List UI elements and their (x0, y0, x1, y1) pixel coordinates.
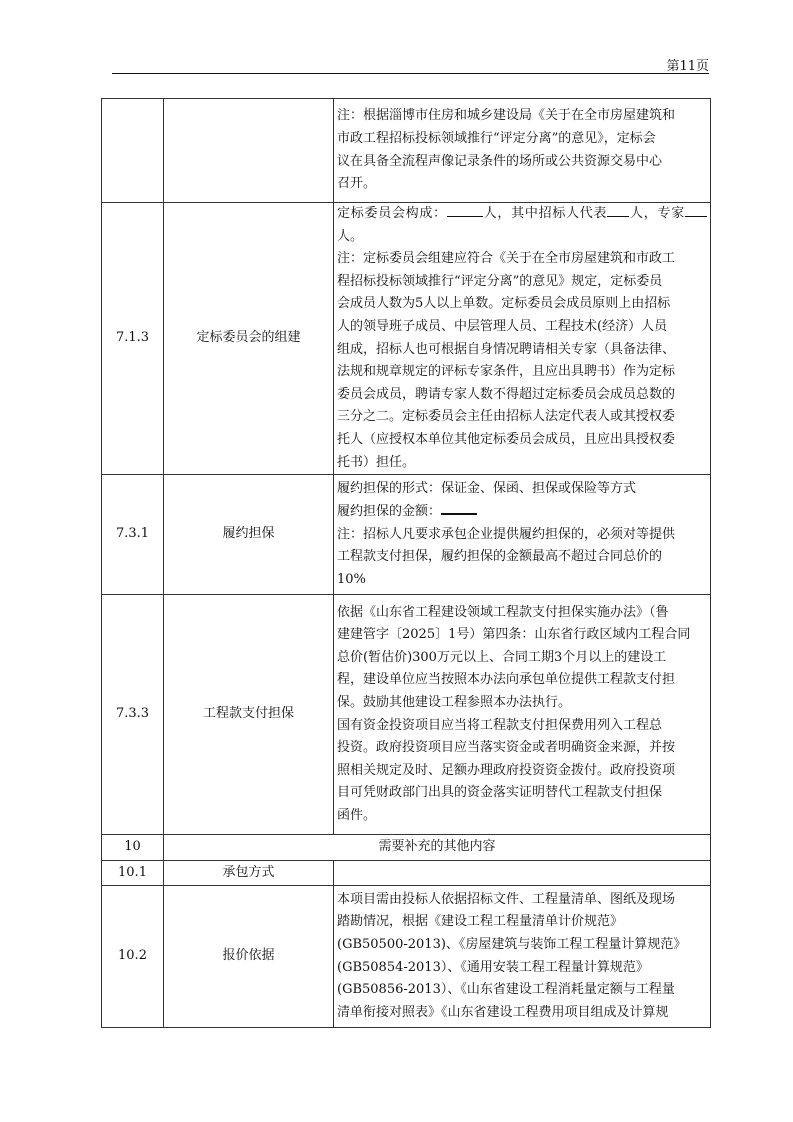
content-line: 注：根据淄博市住房和城乡建设局《关于在全市房屋建筑和 (337, 108, 676, 124)
row-title: 承包方式 (164, 861, 334, 886)
content-line: 托书）担任。 (337, 454, 416, 470)
content-line: (GB50854-2013）、《通用安装工程工程量计算规范》 (337, 959, 649, 975)
amount-label: 履约担保的金额： (337, 504, 442, 520)
row-content (334, 886, 711, 1028)
row-number: 7.1.3 (102, 203, 164, 475)
table-row (102, 886, 711, 1028)
composition-text: 人，其中招标人代表 (482, 206, 608, 221)
content-line: (GB50500-2013)、《房屋建筑与装饰工程工程量计算规范》 (337, 937, 687, 953)
content-line: 人的领导班子成员、中层管理人员、工程技术(经济）人员 (337, 318, 668, 334)
content-line: 建建管字〔2025〕1号）第四条：山东省行政区域内工程合同 (337, 627, 691, 643)
content-line: 托人（应授权本单位其他定标委员会成员，且应出具授权委 (337, 431, 676, 447)
row-content (334, 203, 711, 475)
blank-total-field (447, 203, 483, 217)
content-line: 程，建设单位应当按照本办法向承包单位提供工程款支付担 (337, 672, 676, 688)
content-line: 函件。 (337, 808, 377, 823)
row-title: 工程款支付担保 (164, 595, 334, 835)
composition-label: 定标委员会构成： (337, 206, 447, 221)
table-row (102, 203, 711, 475)
content-line: 工程款支付担保，履约担保的金额最高不超过合同总价的 (337, 549, 663, 565)
content-line: 会成员人数为5人以上单数。定标委员会成员原则上由招标 (337, 296, 671, 312)
content-line: 程招标投标领域推行“评定分离”的意见》规定，定标委员 (337, 273, 663, 289)
bid-data-table (101, 98, 711, 1028)
content-line: 10% (337, 572, 366, 588)
row-content (334, 595, 711, 835)
content-line: 注：定标委员会组建应符合《关于在全市房屋建筑和市政工 (337, 251, 676, 267)
row-content (334, 475, 711, 595)
row-title: 定标委员会的组建 (164, 203, 334, 475)
row-content (334, 99, 711, 203)
blank-amount-field (441, 500, 477, 515)
blank-representative-field (607, 203, 629, 217)
content-line: 保。鼓励其他建设工程参照本办法执行。 (337, 695, 572, 711)
content-line: 三分之二。定标委员会主任由招标人法定代表人或其授权委 (337, 409, 676, 425)
content-line: 议在具备全流程声像记录条件的场所或公共资源交易中心 (337, 153, 663, 169)
row-title (164, 99, 334, 203)
row-number: 10 (102, 835, 164, 861)
content-line: 目可凭财政部门出具的资金落实证明替代工程款支付担保 (337, 785, 663, 801)
content-line: 照相关规定及时、足额办理政府投资资金拨付。政府投资项 (337, 762, 676, 778)
content-line: 国有资金投资项目应当将工程款支付担保费用列入工程总 (337, 717, 663, 733)
row-number: 7.3.1 (102, 475, 164, 595)
row-number: 10.2 (102, 886, 164, 1028)
page-number: 第11页 (666, 59, 709, 74)
row-number: 7.3.3 (102, 595, 164, 835)
content-line: 注：招标人凡要求承包企业提供履约担保的，必须对等提供 (337, 526, 676, 542)
content-line: 依据《山东省工程建设领域工程款支付担保实施办法》（鲁 (337, 604, 669, 620)
table-row (102, 861, 711, 886)
content-line: 召开。 (337, 176, 377, 192)
content-line: 本项目需由投标人依据招标文件、工程量清单、图纸及现场 (337, 891, 676, 907)
composition-text: 人，专家 (629, 206, 685, 221)
content-line: 委员会成员，聘请专家人数不得超过定标委员会成员总数的 (337, 386, 676, 402)
section-heading: 需要补充的其他内容 (164, 835, 711, 861)
header-rule (112, 73, 709, 74)
table-row (102, 835, 711, 861)
content-line: 组成，招标人也可根据自身情况聘请相关专家（具备法律、 (337, 341, 676, 357)
content-line: 踏勘情况，根据《建设工程工程量清单计价规范》 (337, 914, 624, 930)
row-number (102, 99, 164, 203)
content-line: (GB50856-2013）、《山东省建设工程消耗量定额与工程量 (337, 982, 675, 998)
content-line: 履约担保的形式：保证金、保函、担保或保险等方式 (337, 480, 637, 496)
row-content (334, 861, 711, 886)
content-line: 投资。政府投资项目应当落实资金或者明确资金来源，并按 (337, 740, 676, 756)
content-line: 总价(暂估价)300万元以上、合同工期3个月以上的建设工 (337, 649, 667, 665)
blank-expert-field (685, 203, 707, 217)
row-number: 10.1 (102, 861, 164, 886)
content-line: 市政工程招标投标领域推行“评定分离”的意见》，定标会 (337, 130, 656, 146)
committee-composition (337, 203, 707, 248)
row-title: 履约担保 (164, 475, 334, 595)
table-row (102, 475, 711, 595)
content-line: 法规和规章规定的评标专家条件，且应出具聘书）作为定标 (337, 364, 676, 380)
composition-text: 人。 (337, 228, 364, 244)
amount-line (337, 500, 707, 524)
table-row (102, 99, 711, 203)
content-line: 清单衔接对照表》《山东省建设工程费用项目组成及计算规 (337, 1004, 669, 1020)
table-row (102, 595, 711, 835)
row-title: 报价依据 (164, 886, 334, 1028)
